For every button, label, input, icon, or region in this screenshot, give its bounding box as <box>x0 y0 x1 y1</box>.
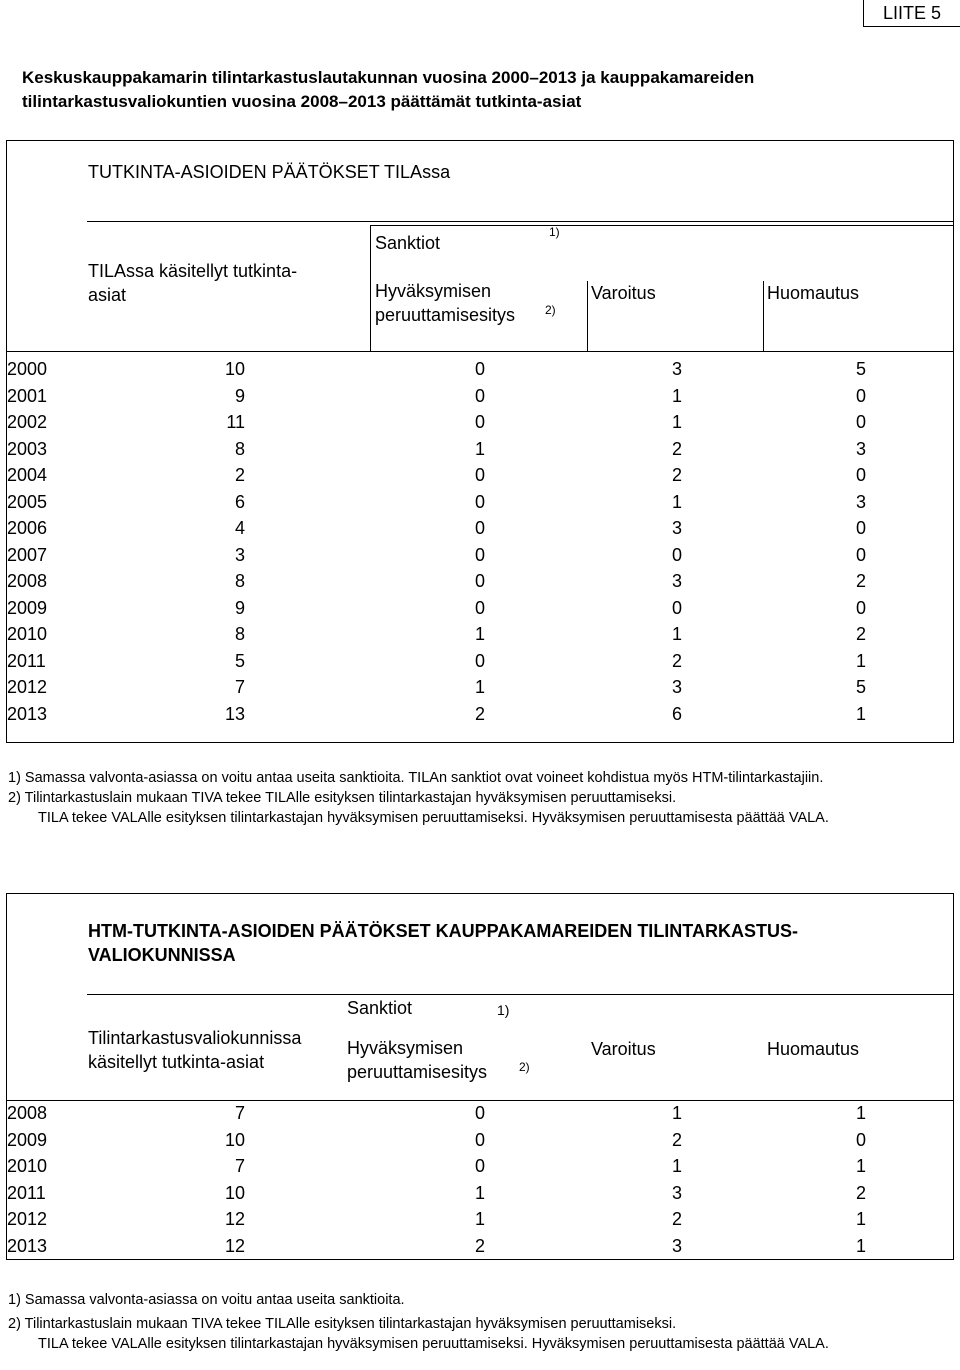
table1-cell-revocation: 1 <box>474 624 485 644</box>
table1-cell-year: 2003 <box>7 438 48 459</box>
table1-sanctions-footnote-ref: 1) <box>549 225 560 239</box>
table1-cell-cases: 8 <box>234 438 245 459</box>
table1-cell-year: 2000 <box>7 359 48 379</box>
table1-cell-cases: 5 <box>234 650 245 671</box>
table1-cell-remark: 0 <box>855 412 866 432</box>
table1-row <box>7 701 953 727</box>
table1-cell-remark: 0 <box>855 465 866 485</box>
table2-header-rule <box>87 994 953 995</box>
table1-cell-revocation: 0 <box>474 571 485 591</box>
table1-row <box>7 621 953 647</box>
table2-row <box>7 1206 953 1232</box>
table1-cell-remark: 2 <box>855 624 866 644</box>
table1-cell-year: 2013 <box>7 703 48 724</box>
table1-cell-revocation: 0 <box>474 385 485 406</box>
table1-cell-revocation: 0 <box>474 412 485 432</box>
table1-cell-revocation: 1 <box>474 677 485 697</box>
table1-cell-warning: 3 <box>671 518 682 538</box>
table1-header-cases-line2: asiat <box>88 285 127 305</box>
table1-box <box>6 140 954 743</box>
table1-cell-warning: 3 <box>671 677 682 697</box>
table1-body-rule <box>7 351 953 352</box>
table1-row <box>7 383 953 409</box>
table1-header-revocation-line2: peruuttamisesitys <box>375 305 516 325</box>
table1-cell-cases: 10 <box>224 359 245 379</box>
table2-cell-remark: 2 <box>855 1182 866 1203</box>
table2-cell-year: 2010 <box>7 1156 48 1177</box>
table2-header-sanctions: Sanktiot <box>347 998 413 1018</box>
table1-col-divider-1 <box>370 225 371 351</box>
table1-cell-remark: 1 <box>855 650 866 671</box>
table1-cell-cases: 11 <box>226 412 245 432</box>
table2-sanctions-footnote-ref: 1) <box>497 1002 510 1018</box>
table1-cell-warning: 0 <box>671 597 682 618</box>
table1-cell-year: 2002 <box>7 412 48 432</box>
table1-header-remark: Huomautus <box>767 283 860 303</box>
table1-cell-warning: 1 <box>671 385 682 406</box>
table1-cell-cases: 9 <box>234 597 245 618</box>
table2-cell-year: 2009 <box>7 1129 48 1150</box>
table2-header-cases-line2: käsitellyt tutkinta-asiat <box>88 1052 265 1072</box>
table1-cell-remark: 1 <box>855 703 866 724</box>
table1-cell-revocation: 0 <box>474 544 485 565</box>
table1-row <box>7 542 953 568</box>
table1-cell-warning: 3 <box>671 359 682 379</box>
table1-cell-year: 2005 <box>7 491 48 512</box>
table1-col-divider-2 <box>587 281 588 351</box>
table2-cell-year: 2012 <box>7 1209 48 1230</box>
table2-cell-revocation: 0 <box>474 1156 485 1177</box>
table2-cell-remark: 1 <box>855 1156 866 1177</box>
table1-row <box>7 436 953 462</box>
table2-header-warning: Varoitus <box>591 1039 656 1059</box>
table1-cell-year: 2001 <box>7 385 48 406</box>
table1-cell-year: 2011 <box>7 650 46 671</box>
table2-note-3: TILA tekee VALAlle esityksen tilintarkastajan hyväksymisen peruuttamiseksi. Hyväksymisen peruuttamisesta päättää VALA. <box>38 1336 829 1352</box>
table1-sanctions-rule <box>370 225 953 226</box>
table2-row <box>7 1233 953 1259</box>
table1-revocation-footnote-ref: 2) <box>545 303 556 317</box>
table1-row <box>7 595 953 621</box>
table2-note-2: 2) Tilintarkastuslain mukaan TIVA tekee TILAlle esityksen tilintarkastajan hyväksymisen peruuttamiseksi. <box>8 1316 677 1332</box>
table1-cell-remark: 0 <box>855 597 866 618</box>
table1-cell-year: 2010 <box>7 624 48 644</box>
table1-cell-remark: 0 <box>855 385 866 406</box>
table2-row <box>7 1127 953 1153</box>
table2-header-revocation <box>347 1036 487 1084</box>
table2-row <box>7 1100 953 1126</box>
table1-cell-year: 2007 <box>7 544 48 565</box>
table1-cell-warning: 2 <box>671 438 682 459</box>
table1-cell-revocation: 0 <box>474 359 485 379</box>
table1-cell-remark: 0 <box>855 518 866 538</box>
table2-cell-warning: 2 <box>671 1129 682 1150</box>
table1-cell-revocation: 0 <box>474 465 485 485</box>
table1-cell-warning: 2 <box>671 650 682 671</box>
table2-cell-warning: 3 <box>671 1182 682 1203</box>
table2-cell-year: 2008 <box>7 1103 48 1123</box>
table1-row <box>7 462 953 488</box>
table2-cell-remark: 1 <box>855 1236 866 1256</box>
table1-header-cases <box>88 259 297 307</box>
table1-cell-warning: 1 <box>671 491 682 512</box>
table1-cell-revocation: 0 <box>474 491 485 512</box>
table1-cell-remark: 0 <box>855 544 866 565</box>
table1-row <box>7 409 953 435</box>
table2-header-cases-line1: Tilintarkastusvaliokunnissa <box>88 1028 302 1048</box>
table2-row <box>7 1180 953 1206</box>
table2-cell-warning: 1 <box>671 1156 682 1177</box>
table2-header-remark: Huomautus <box>767 1039 860 1059</box>
table2-header-revocation-line1: Hyväksymisen <box>347 1038 464 1058</box>
table1-col-divider-3 <box>763 281 764 351</box>
table1-cell-revocation: 1 <box>474 438 485 459</box>
table2-header-cases <box>88 1026 301 1074</box>
table1-note-2: 2) Tilintarkastuslain mukaan TIVA tekee TILAlle esityksen tilintarkastajan hyväksymisen peruuttamiseksi. <box>8 790 677 806</box>
table2-cell-revocation: 1 <box>474 1209 485 1230</box>
table1-notes <box>8 768 954 828</box>
table1-cell-warning: 2 <box>671 465 682 485</box>
table1-cell-cases: 8 <box>234 571 245 591</box>
table1-title: TUTKINTA-ASIOIDEN PÄÄTÖKSET TILAssa <box>88 162 451 182</box>
table1-cell-remark: 5 <box>855 677 866 697</box>
table2-cell-cases: 7 <box>234 1103 245 1123</box>
table2-cell-revocation: 2 <box>474 1236 485 1256</box>
table1-cell-cases: 13 <box>224 703 245 724</box>
table1-header-revocation-line1: Hyväksymisen <box>375 281 492 301</box>
table2-cell-warning: 3 <box>671 1236 682 1256</box>
table1-cell-remark: 3 <box>855 491 866 512</box>
table2-box <box>6 893 954 1260</box>
table1-header-sanctions: Sanktiot <box>375 233 441 253</box>
table1-cell-year: 2004 <box>7 465 48 485</box>
table1-cell-warning: 0 <box>671 544 682 565</box>
table2-cell-cases: 7 <box>234 1156 245 1177</box>
table2-note-1: 1) Samassa valvonta-asiassa on voitu antaa useita sanktioita. <box>8 1292 405 1308</box>
table2-header-revocation-line2: peruuttamisesitys <box>347 1062 488 1082</box>
table1-row <box>7 568 953 594</box>
table1-cell-cases: 9 <box>234 385 245 406</box>
table1-header-warning: Varoitus <box>591 283 656 303</box>
table2-cell-cases: 12 <box>224 1236 245 1256</box>
table1-row <box>7 356 953 382</box>
table1-cell-cases: 2 <box>234 465 245 485</box>
table1-cell-year: 2012 <box>7 677 48 697</box>
table2-cell-revocation: 0 <box>474 1103 485 1123</box>
table2-title: HTM-TUTKINTA-ASIOIDEN PÄÄTÖKSET KAUPPAKAMAREIDEN TILINTARKASTUS-VALIOKUNNISSA <box>88 921 798 965</box>
table2-cell-revocation: 0 <box>474 1129 485 1150</box>
table1-note-1: 1) Samassa valvonta-asiassa on voitu antaa useita sanktioita. TILAn sanktiot ovat voineet kohdistua myös HTM-tilintarkastajiin. <box>8 770 824 786</box>
table1-cell-revocation: 0 <box>474 650 485 671</box>
table1-cell-year: 2006 <box>7 518 48 538</box>
table1-note-3: TILA tekee VALAlle esityksen tilintarkastajan hyväksymisen peruuttamiseksi. Hyväksymisen peruuttamisesta päättää VALA. <box>38 810 829 826</box>
table1-row <box>7 674 953 700</box>
table1-cell-revocation: 0 <box>474 518 485 538</box>
table2-cell-cases: 10 <box>224 1182 245 1203</box>
table1-row <box>7 489 953 515</box>
document-title: Keskuskauppakamarin tilintarkastuslautakunnan vuosina 2000–2013 ja kauppakamareiden tilintarkastusvaliokuntien vuosina 2008–2013 päättämät tutkinta-asiat <box>22 68 755 111</box>
table1-cell-warning: 1 <box>671 412 682 432</box>
table2-notes <box>8 1290 954 1354</box>
table2-cell-year: 2013 <box>7 1236 48 1256</box>
table2-revocation-footnote-ref: 2) <box>519 1060 530 1074</box>
table1-cell-cases: 6 <box>234 491 245 512</box>
table1-row <box>7 515 953 541</box>
table1-cell-remark: 2 <box>855 571 866 591</box>
table1-cell-revocation: 2 <box>474 703 485 724</box>
table2-cell-warning: 2 <box>671 1209 682 1230</box>
table1-header-revocation <box>375 279 515 327</box>
table1-header-rule <box>87 221 953 222</box>
table1-cell-remark: 3 <box>855 438 866 459</box>
table1-cell-warning: 3 <box>671 571 682 591</box>
table1-cell-remark: 5 <box>855 359 866 379</box>
table1-header-cases-line1: TILAssa käsitellyt tutkinta- <box>88 261 298 281</box>
table2-row <box>7 1153 953 1179</box>
table1-cell-year: 2009 <box>7 597 48 618</box>
table1-cell-warning: 1 <box>671 624 682 644</box>
table2-cell-remark: 1 <box>855 1209 866 1230</box>
table2-cell-cases: 12 <box>224 1209 245 1230</box>
table1-cell-cases: 3 <box>234 544 245 565</box>
table2-cell-year: 2011 <box>7 1182 46 1203</box>
table2-cell-remark: 0 <box>855 1129 866 1150</box>
table1-cell-cases: 4 <box>234 518 245 538</box>
table1-row <box>7 648 953 674</box>
table1-cell-cases: 8 <box>234 624 245 644</box>
table1-cell-warning: 6 <box>671 703 682 724</box>
table1-cell-revocation: 0 <box>474 597 485 618</box>
table1-cell-cases: 7 <box>234 677 245 697</box>
table2-cell-remark: 1 <box>855 1103 866 1123</box>
page-label: LIITE 5 <box>863 0 960 27</box>
table2-cell-revocation: 1 <box>474 1182 485 1203</box>
table2-cell-warning: 1 <box>671 1103 682 1123</box>
table2-cell-cases: 10 <box>224 1129 245 1150</box>
table1-cell-year: 2008 <box>7 571 48 591</box>
